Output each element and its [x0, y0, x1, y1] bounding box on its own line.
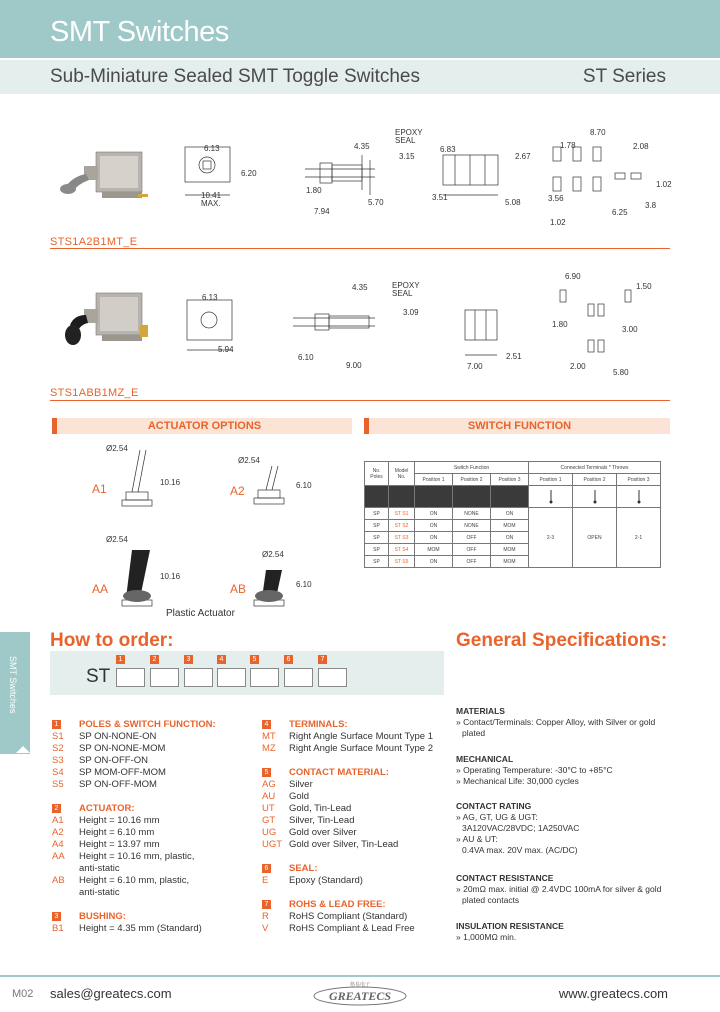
page-subtitle: Sub-Miniature Sealed SMT Toggle Switches: [50, 66, 420, 87]
actuator-code: A1: [92, 482, 107, 496]
side-tab-notch: [16, 746, 30, 753]
sf-col-terminals: Connected Terminals * Throws: [529, 462, 661, 474]
product1-code: STS1A2B1MT_E: [50, 236, 138, 248]
spec-insulation: INSULATION RESISTANCE » 1,000MΩ min.: [456, 921, 564, 942]
actuator-dim: 6.10: [296, 580, 312, 589]
actuator-dim: Ø2.54: [106, 444, 128, 453]
p2-dim: 5.80: [613, 368, 629, 377]
sf-header-cell: Position 1: [529, 474, 573, 486]
sub-banner: [0, 60, 720, 94]
sf-header-cell: Position 1: [415, 474, 453, 486]
list-item: anti-static: [79, 887, 120, 898]
p2-dim: 6.90: [565, 272, 581, 281]
actuator-drawings: [80, 440, 340, 620]
p2-dim: 3.00: [622, 325, 638, 334]
p1-dim: 5.70: [368, 198, 384, 207]
list-item: AU Gold: [262, 791, 310, 802]
spec-materials: MATERIALS » Contact/Terminals: Copper Alloy, with Silver or gold plated: [456, 706, 656, 738]
order-num: 4: [217, 655, 226, 664]
page-title: SMT Switches: [50, 16, 229, 48]
p1-dim: 6.25: [612, 208, 628, 217]
page-number: M02: [12, 988, 34, 1000]
p1-dim: 7.94: [314, 207, 330, 216]
top-banner: [0, 0, 720, 58]
sf-header-cell: Position 3: [617, 474, 661, 486]
actuator-dim: 10.16: [160, 478, 181, 487]
sf-terminal-cell: 2-3: [529, 508, 573, 568]
list-item: GT Silver, Tin-Lead: [262, 815, 355, 826]
list-item: A1 Height = 10.16 mm: [52, 815, 160, 826]
table-row: SP ST S3 ON OFF ON: [365, 532, 661, 544]
switch-function-table: [364, 461, 661, 568]
p2-dim: 2.00: [570, 362, 586, 371]
order-section-actuator: 2 ACTUATOR: A1 Height = 10.16 mm A2 Height = 6.10 mm A4 Height = 13.97 mm AA Height = 10.16 mm, plastic, anti-static AB Height = 6.10 mm, plastic, anti-static: [52, 803, 195, 898]
list-item: UGT Gold over Silver, Tin-Lead: [262, 839, 399, 850]
side-tab-label: SMT Switches: [8, 656, 18, 714]
list-item: S3 SP ON-OFF-ON: [52, 755, 148, 766]
product2-photo: [56, 285, 156, 360]
sf-header-cell: Position 2: [453, 474, 491, 486]
list-item: E Epoxy (Standard): [262, 875, 363, 886]
list-item: AA Height = 10.16 mm, plastic,: [52, 851, 195, 862]
p2-dim: 5.94: [218, 345, 234, 354]
p2-dim: 1.50: [636, 282, 652, 291]
p2-dim: 1.80: [552, 320, 568, 329]
p1-dim: 2.67: [515, 152, 531, 161]
actuator-code: A2: [230, 484, 245, 498]
p1-dim: 6.13: [204, 144, 220, 153]
toggle-pos-icon: [544, 488, 558, 504]
order-box: [217, 668, 246, 687]
p2-dim: EPOXY: [392, 281, 420, 290]
sf-terminal-cell: OPEN: [573, 508, 617, 568]
order-section-terminals: 4 TERMINALS: MT Right Angle Surface Mount Type 1 MZ Right Angle Surface Mount Type 2: [262, 719, 433, 754]
actuator-dim: Ø2.54: [238, 456, 260, 465]
order-prefix: ST: [86, 666, 111, 687]
side-tab: [0, 632, 30, 754]
general-specs-title: General Specifications:: [456, 630, 668, 651]
order-section-seal: 6 SEAL: E Epoxy (Standard): [262, 863, 363, 886]
p2-dim: 7.00: [467, 362, 483, 371]
list-item: A2 Height = 6.10 mm: [52, 827, 155, 838]
p1-dim: 3.56: [548, 194, 564, 203]
table-row: SP ST S5 ON OFF MOM: [365, 556, 661, 568]
footer-website-link[interactable]: www.greatecs.com: [558, 986, 668, 1001]
list-item: S4 SP MOM-OFF-MOM: [52, 767, 166, 778]
p2-dim: 2.51: [506, 352, 522, 361]
order-num: 1: [116, 655, 125, 664]
order-section-bushing: 3 BUSHING: B1 Height = 4.35 mm (Standard): [52, 911, 202, 934]
sf-header-cell: Position 2: [573, 474, 617, 486]
list-item: MZ Right Angle Surface Mount Type 2: [262, 743, 433, 754]
p1-dim: 4.35: [354, 142, 370, 151]
table-row: SP ST S1 ON NONE ON 2-3 OPEN 2-1: [365, 508, 661, 520]
order-box: [116, 668, 145, 687]
p1-dim: 8.70: [590, 128, 606, 137]
sf-header-cell: Position 3: [491, 474, 529, 486]
table-row: SP ST S2 ON NONE MOM: [365, 520, 661, 532]
p2-dim: SEAL: [392, 289, 413, 298]
sf-col-model: Model No.: [389, 462, 415, 486]
sf-col-poles: No. Poles: [365, 462, 389, 486]
order-box: [184, 668, 213, 687]
order-section-poles: 1 POLES & SWITCH FUNCTION: S1 SP ON-NONE-ON S2 SP ON-NONE-MOM S3 SP ON-OFF-ON S4 SP MOM-OFF-MOM S5 SP ON-OFF-MOM: [52, 719, 216, 790]
actuator-dim: 6.10: [296, 481, 312, 490]
table-row: SP ST S4 MOM OFF MOM: [365, 544, 661, 556]
actuator-dim: Ø2.54: [106, 535, 128, 544]
order-num: 7: [318, 655, 327, 664]
list-item: B1 Height = 4.35 mm (Standard): [52, 923, 202, 934]
list-item: MT Right Angle Surface Mount Type 1: [262, 731, 433, 742]
list-item: V RoHS Compliant & Lead Free: [262, 923, 415, 934]
p1-dim: EPOXY: [395, 128, 423, 137]
p1-dim: 3.15: [399, 152, 415, 161]
footer-email-link[interactable]: sales@greatecs.com: [50, 986, 172, 1001]
p1-dim: 3.8: [645, 201, 657, 210]
p2-dim: 6.13: [202, 293, 218, 302]
product1-rule: [50, 248, 670, 249]
actuator-code: AB: [230, 582, 247, 596]
order-num: 6: [284, 655, 293, 664]
actuator-dim: Ø2.54: [262, 550, 284, 559]
order-num: 2: [150, 655, 159, 664]
p1-dim: 1.02: [550, 218, 566, 227]
spec-contact-resistance: CONTACT RESISTANCE » 20mΩ max. initial @ 2.4VDC 100mA for silver & gold plated contacts: [456, 873, 662, 905]
list-item: UT Gold, Tin-Lead: [262, 803, 352, 814]
p1-dim: 1.78: [560, 141, 576, 150]
p2-dim: 4.35: [352, 283, 368, 292]
actuator-options-heading: ACTUATOR OPTIONS: [52, 418, 352, 434]
actuator-code: AA: [92, 582, 109, 596]
list-item: A4 Height = 13.97 mm: [52, 839, 160, 850]
series-label: ST Series: [582, 66, 666, 87]
p1-dim: SEAL: [395, 136, 416, 145]
product2-rule: [50, 400, 670, 401]
p1-dim: 10.41: [201, 191, 222, 200]
spec-contact-rating: CONTACT RATING » AG, GT, UG & UGT: 3A120VAC/28VDC; 1A250VAC » AU & UT: 0.4VA max. 20V max. (AC/DC): [456, 801, 580, 855]
switch-function-heading: SWITCH FUNCTION: [364, 418, 670, 434]
footer: [0, 977, 720, 1012]
logo-text: GREATECS: [328, 989, 392, 1003]
order-section-rohs: 7 ROHS & LEAD FREE: R RoHS Compliant (Standard) V RoHS Compliant & Lead Free: [262, 899, 415, 934]
sf-terminal-cell: 2-1: [617, 508, 661, 568]
order-num: 5: [250, 655, 259, 664]
list-item: AG Silver: [262, 779, 313, 790]
p1-dim: MAX.: [201, 199, 221, 208]
list-item: S5 SP ON-OFF-MOM: [52, 779, 157, 790]
toggle-pos-icon: [632, 488, 646, 504]
sf-col-function: Switch Function: [415, 462, 529, 474]
logo-cn-text: 格易电子: [349, 982, 371, 988]
product1-photo: [56, 142, 156, 217]
order-num: 3: [184, 655, 193, 664]
greatecs-logo: [312, 980, 408, 1008]
order-box: [318, 668, 347, 687]
list-item: R RoHS Compliant (Standard): [262, 911, 408, 922]
p1-dim: 6.83: [440, 145, 456, 154]
list-item: S2 SP ON-NONE-MOM: [52, 743, 166, 754]
actuator-dim: 10.16: [160, 572, 181, 581]
p1-dim: 1.80: [306, 186, 322, 195]
p2-dim: 3.09: [403, 308, 419, 317]
p2-dim: 9.00: [346, 361, 362, 370]
list-item: UG Gold over Silver: [262, 827, 357, 838]
list-item: AB Height = 6.10 mm, plastic,: [52, 875, 190, 886]
spec-mechanical: MECHANICAL » Operating Temperature: -30°C to +85°C » Mechanical Life: 30,000 cycles: [456, 754, 613, 786]
order-box: [250, 668, 279, 687]
p1-dim: 6.20: [241, 169, 257, 178]
p1-dim: 3.51: [432, 193, 448, 202]
p1-dim: 1.02: [656, 180, 672, 189]
order-box: [150, 668, 179, 687]
order-section-contact-material: 5 CONTACT MATERIAL: AG Silver AU Gold UT Gold, Tin-Lead GT Silver, Tin-Lead UG Gold over Silver UGT Gold over Silver, Tin-Lead: [262, 767, 399, 850]
list-item: anti-static: [79, 863, 120, 874]
p1-dim: 2.08: [633, 142, 649, 151]
list-item: S1 SP ON-NONE-ON: [52, 731, 157, 742]
product2-code: STS1ABB1MZ_E: [50, 387, 139, 399]
plastic-actuator-label: Plastic Actuator: [166, 608, 235, 619]
p2-dim: 6.10: [298, 353, 314, 362]
p1-dim: 5.08: [505, 198, 521, 207]
how-to-order-title: How to order:: [50, 630, 174, 651]
order-box: [284, 668, 313, 687]
toggle-pos-icon: [588, 488, 602, 504]
